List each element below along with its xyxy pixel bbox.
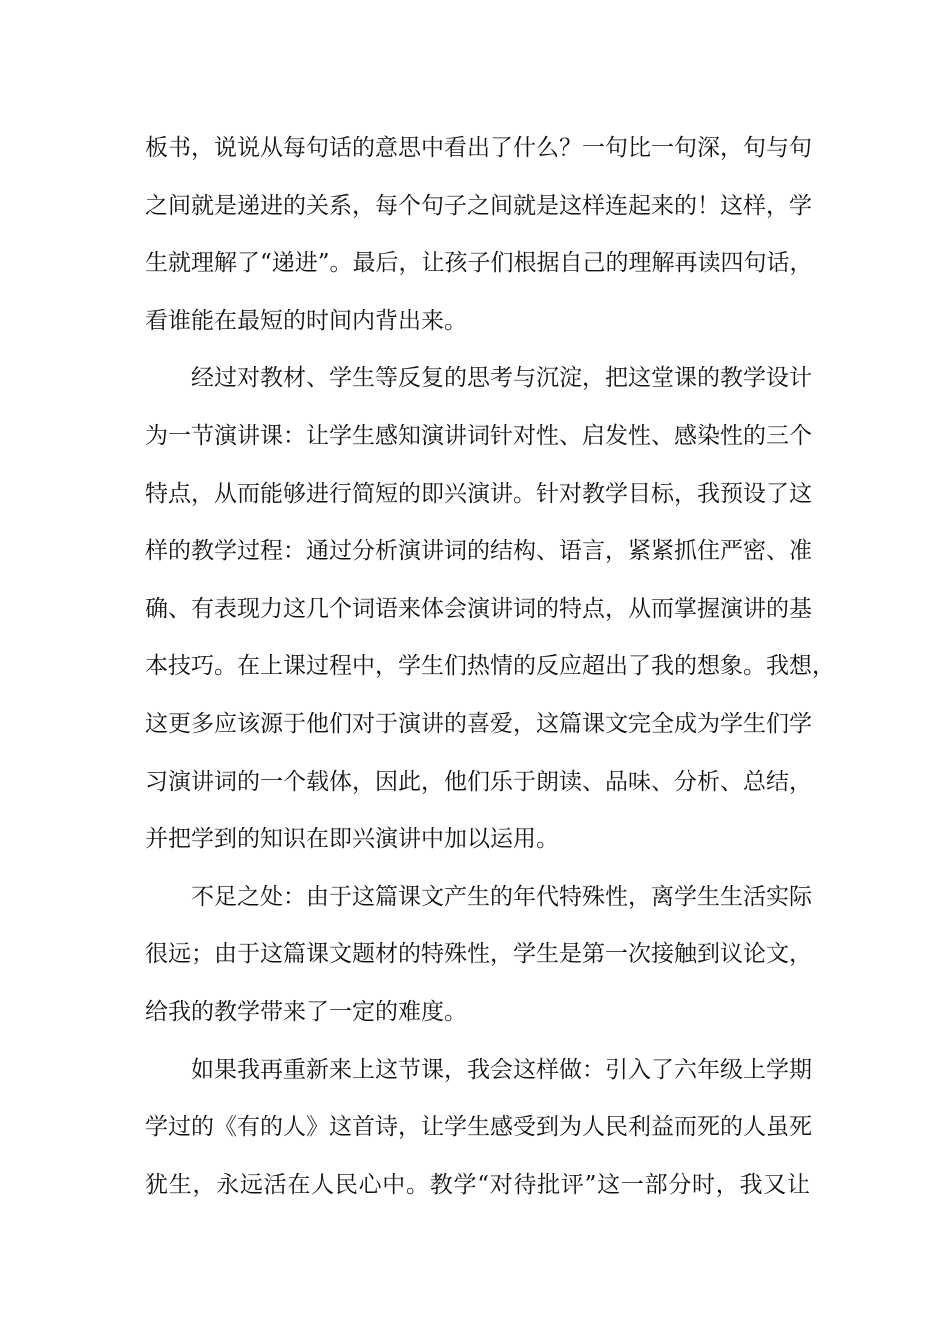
text-line: 经过对教材、学生等反复的思考与沉淀，把这堂课的教学设计 <box>191 365 812 392</box>
text-line: 特点，从而能够进行简短的即兴演讲。针对教学目标，我预设了这 <box>145 480 812 507</box>
text-line: 给我的教学带来了一定的难度。 <box>145 998 467 1025</box>
text-line: 很远；由于这篇课文题材的特殊性，学生是第一次接触到议论文， <box>145 941 812 968</box>
text-line: 确、有表现力这几个词语来体会演讲词的特点，从而掌握演讲的基 <box>145 595 812 622</box>
text-line: 如果我再重新来上这节课，我会这样做：引入了六年级上学期 <box>191 1056 812 1083</box>
text-line: 为一节演讲课：让学生感知演讲词针对性、启发性、感染性的三个 <box>145 422 812 449</box>
text-line: 本技巧。在上课过程中，学生们热情的反应超出了我的想象。我想， <box>145 653 835 680</box>
text-line: 并把学到的知识在即兴演讲中加以运用。 <box>145 826 559 853</box>
text-line: 习演讲词的一个载体，因此，他们乐于朗读、品味、分析、总结， <box>145 768 812 795</box>
text-line: 不足之处：由于这篇课文产生的年代特殊性，离学生生活实际 <box>191 883 812 910</box>
text-line: 犹生，永远活在人民心中。教学“对待批评”这一部分时，我又让 <box>145 1171 810 1198</box>
text-line: 这更多应该源于他们对于演讲的喜爱，这篇课文完全成为学生们学 <box>145 710 812 737</box>
text-line: 看谁能在最短的时间内背出来。 <box>145 307 467 334</box>
text-line: 之间就是递进的关系，每个句子之间就是这样连起来的！这样，学 <box>145 192 812 219</box>
text-line: 样的教学过程：通过分析演讲词的结构、语言，紧紧抓住严密、准 <box>145 538 812 565</box>
text-line: 学过的《有的人》这首诗，让学生感受到为人民利益而死的人虽死 <box>145 1114 812 1141</box>
text-line: 生就理解了“递进”。最后，让孩子们根据自己的理解再读四句话， <box>145 250 813 277</box>
document-body <box>145 120 835 1214</box>
text-line: 板书，说说从每句话的意思中看出了什么？一句比一句深，句与句 <box>145 135 812 161</box>
